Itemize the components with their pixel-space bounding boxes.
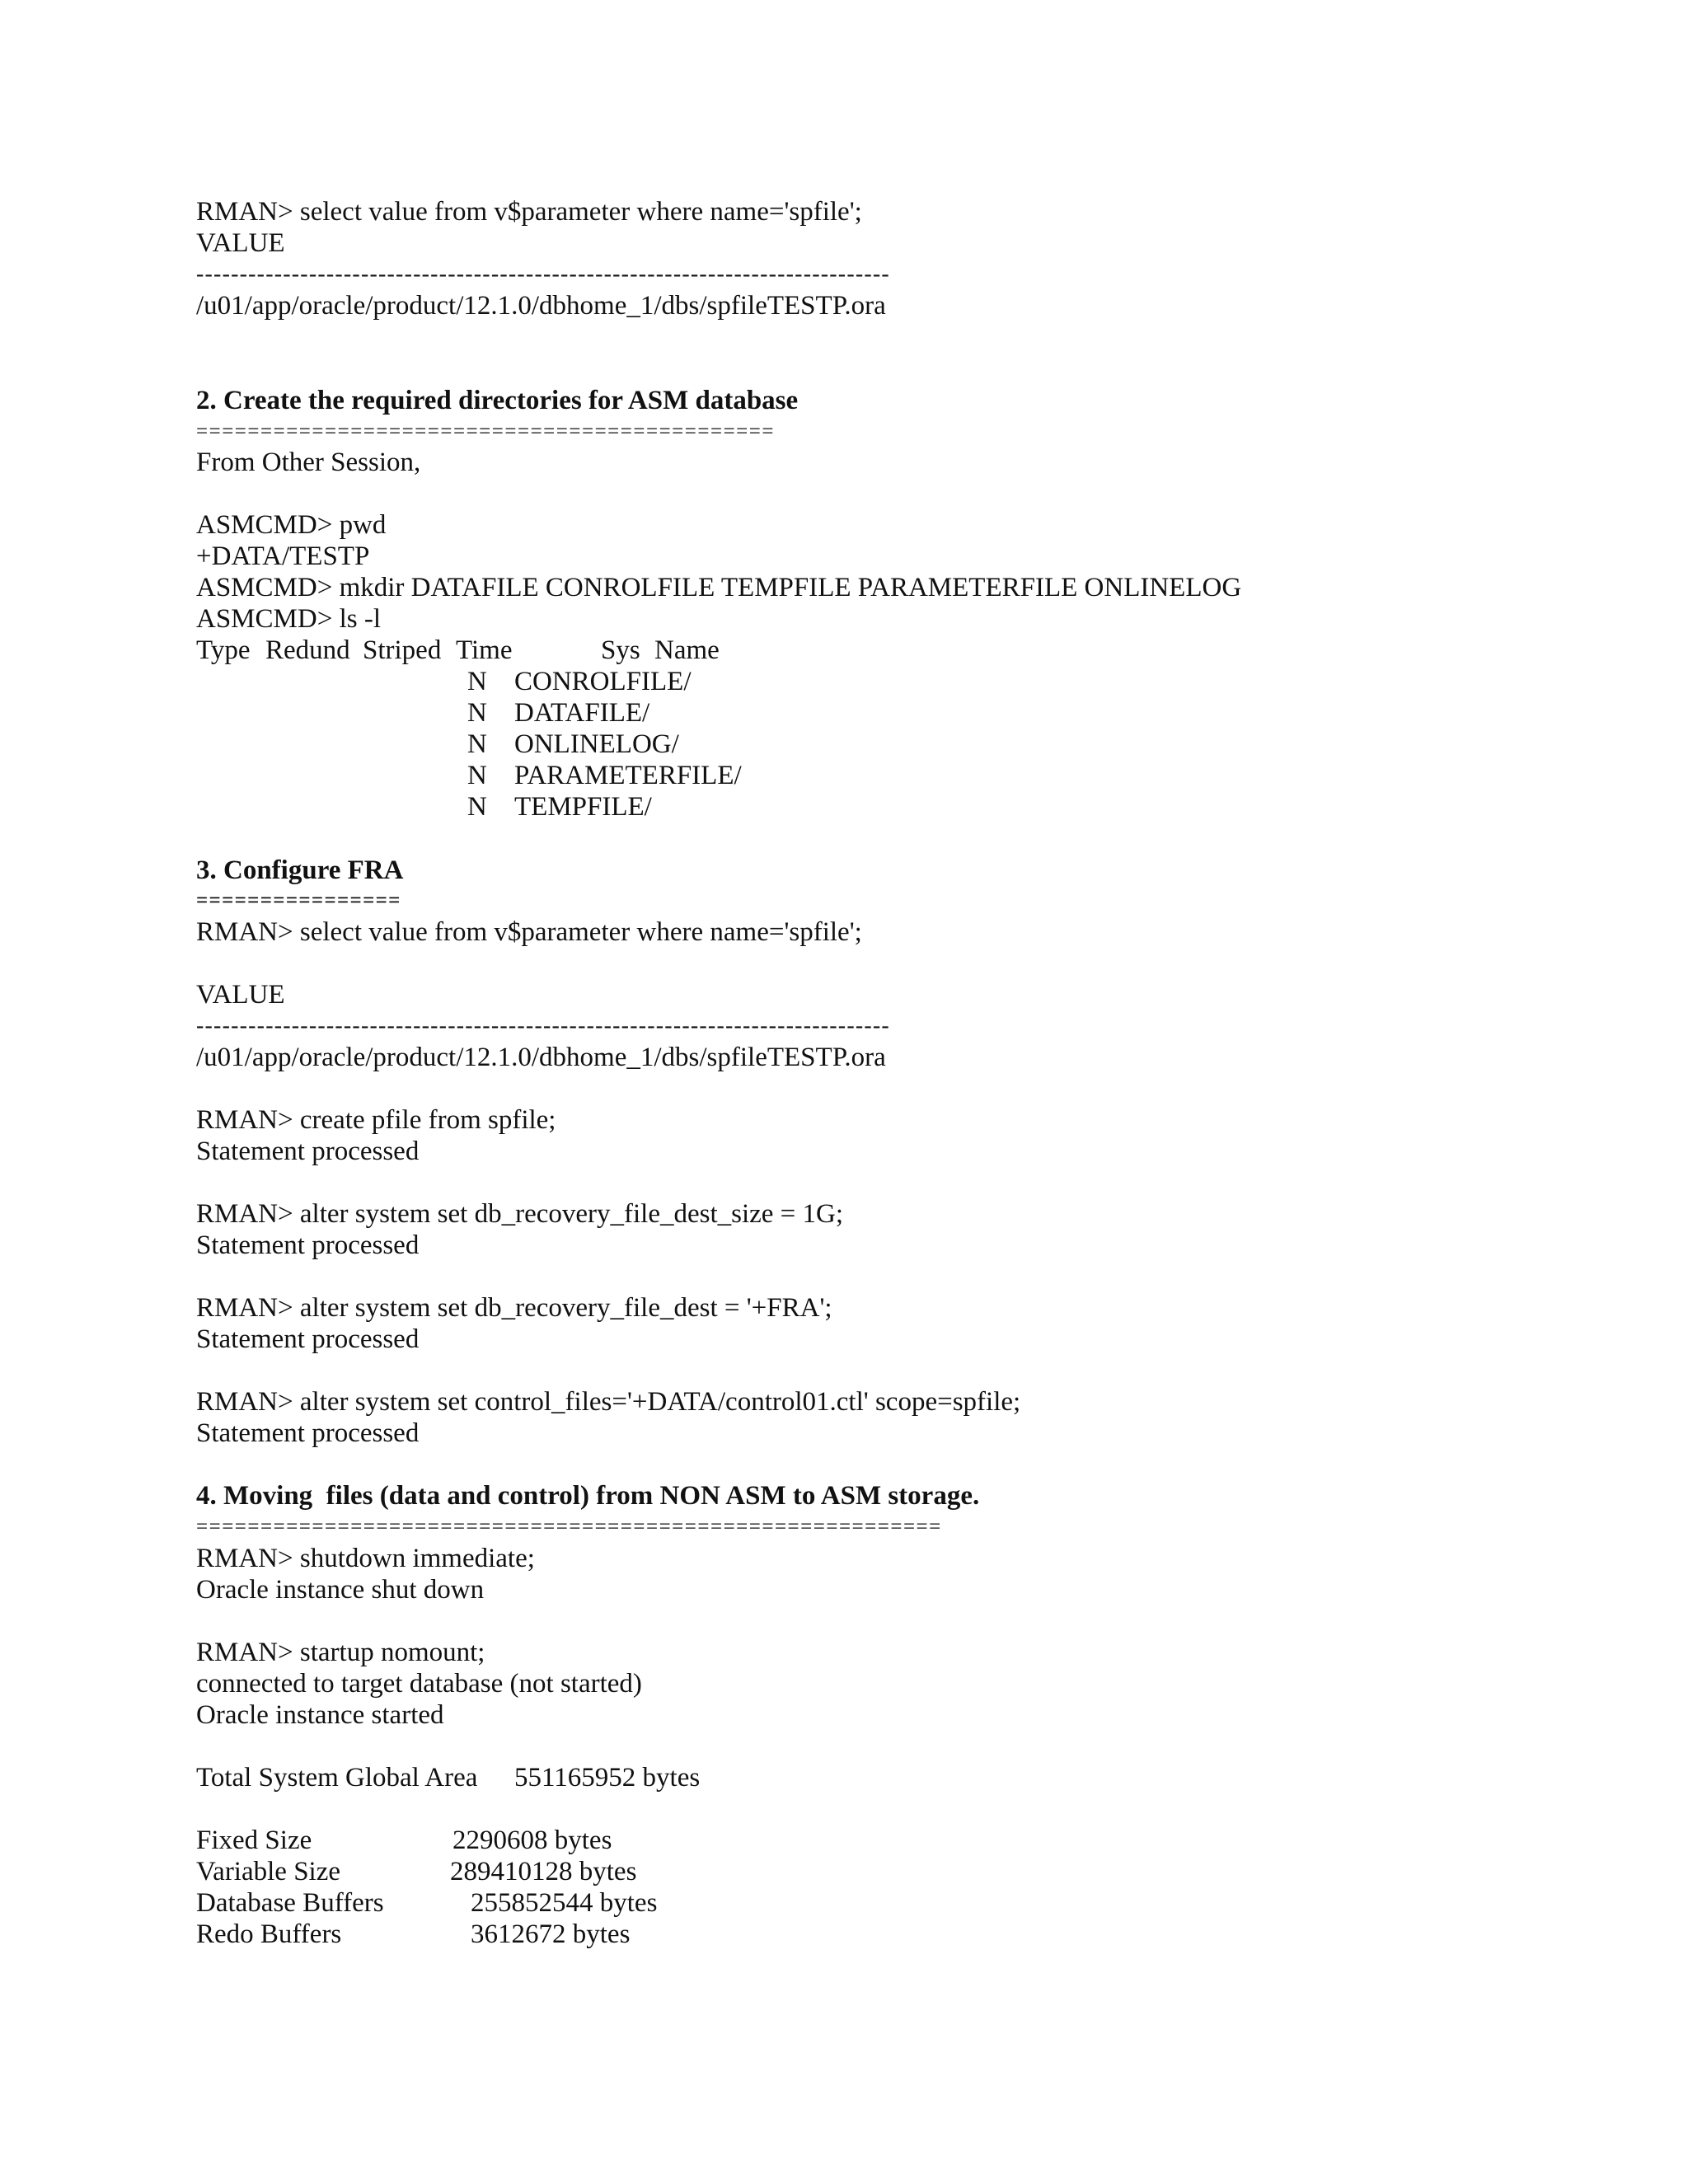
rman-command: RMAN> shutdown immediate;: [196, 1544, 535, 1573]
intro-text: From Other Session,: [196, 448, 421, 477]
value-header: VALUE: [196, 228, 285, 258]
asmcmd-line: +DATA/TESTP: [196, 541, 370, 571]
section-heading: 2. Create the required directories for ASM database: [196, 386, 799, 415]
memory-value: 2290608 bytes: [452, 1825, 612, 1855]
asmcmd-line: ASMCMD> ls -l: [196, 604, 381, 634]
memory-value: 289410128 bytes: [450, 1857, 637, 1886]
section-heading: 3. Configure FRA: [196, 855, 404, 885]
equals-rule: ==========================================================: [196, 1516, 942, 1538]
rman-command: RMAN> create pfile from spfile;: [196, 1105, 556, 1135]
row-name: TEMPFILE/: [514, 792, 652, 822]
col-header-sys: Sys: [601, 635, 640, 665]
rman-command: RMAN> select value from v$parameter where name='spfile';: [196, 917, 862, 947]
asmcmd-line: ASMCMD> pwd: [196, 510, 387, 540]
row-name: PARAMETERFILE/: [514, 761, 742, 790]
rman-command: RMAN> alter system set control_files='+DATA/control01.ctl' scope=spfile;: [196, 1387, 1021, 1417]
value-header: VALUE: [196, 980, 285, 1010]
sga-value: 551165952 bytes: [514, 1763, 701, 1793]
rman-command: RMAN> startup nomount;: [196, 1638, 485, 1667]
col-header-time: Time: [456, 635, 513, 665]
section-heading: 4. Moving files (data and control) from NON ASM to ASM storage.: [196, 1481, 980, 1511]
col-header-redund: Redund: [265, 635, 350, 665]
memory-label: Redo Buffers: [196, 1919, 342, 1949]
spfile-path: /u01/app/oracle/product/12.1.0/dbhome_1/dbs/spfileTESTP.ora: [196, 1043, 886, 1072]
rman-command: RMAN> select value from v$parameter where name='spfile';: [196, 197, 862, 227]
row-sys: N: [467, 792, 487, 822]
memory-label: Database Buffers: [196, 1888, 384, 1918]
memory-label: Variable Size: [196, 1857, 341, 1886]
row-sys: N: [467, 698, 487, 728]
equals-rule: =============================================: [196, 420, 775, 443]
row-name: ONLINELOG/: [514, 729, 679, 759]
row-sys: N: [467, 729, 487, 759]
dash-rule: --------------------------------------------------------------------------------: [196, 1013, 890, 1038]
row-sys: N: [467, 667, 487, 696]
equals-rule: ================: [196, 889, 401, 912]
row-sys: N: [467, 761, 487, 790]
dash-rule: --------------------------------------------------------------------------------: [196, 261, 890, 287]
memory-value: 255852544 bytes: [471, 1888, 658, 1918]
memory-value: 3612672 bytes: [471, 1919, 631, 1949]
statement-output: Statement processed: [196, 1137, 420, 1166]
spfile-path: /u01/app/oracle/product/12.1.0/dbhome_1/dbs/spfileTESTP.ora: [196, 291, 886, 321]
asmcmd-line: ASMCMD> mkdir DATAFILE CONROLFILE TEMPFILE PARAMETERFILE ONLINELOG: [196, 573, 1242, 602]
col-header-striped: Striped: [363, 635, 442, 665]
statement-output: Statement processed: [196, 1324, 420, 1354]
col-header-name: Name: [654, 635, 720, 665]
rman-command: RMAN> alter system set db_recovery_file_dest_size = 1G;: [196, 1199, 844, 1229]
rman-command: RMAN> alter system set db_recovery_file_dest = '+FRA';: [196, 1293, 832, 1323]
row-name: DATAFILE/: [514, 698, 650, 728]
statement-output: Oracle instance shut down: [196, 1575, 485, 1605]
sga-label: Total System Global Area: [196, 1763, 478, 1793]
memory-label: Fixed Size: [196, 1825, 312, 1855]
statement-output: connected to target database (not started): [196, 1669, 642, 1699]
row-name: CONROLFILE/: [514, 667, 692, 696]
col-header-type: Type: [196, 635, 251, 665]
statement-output: Statement processed: [196, 1230, 420, 1260]
statement-output: Statement processed: [196, 1418, 420, 1448]
statement-output: Oracle instance started: [196, 1700, 444, 1730]
